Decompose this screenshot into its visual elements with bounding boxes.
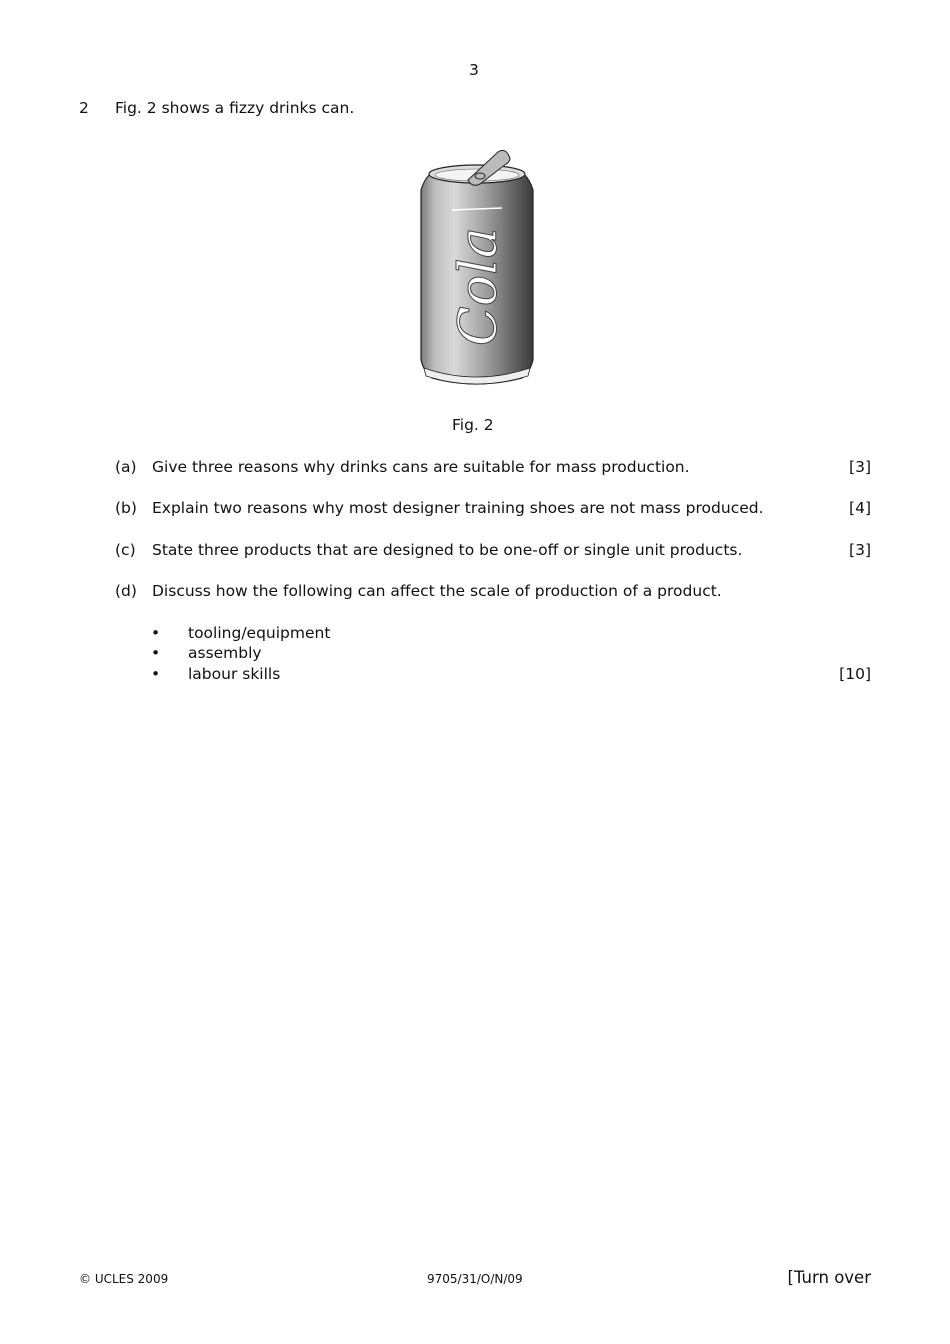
page-number: 3: [469, 61, 479, 79]
part-marks: [4]: [849, 499, 871, 517]
part-marks: [3]: [849, 541, 871, 559]
footer-paper-code: 9705/31/O/N/09: [427, 1272, 523, 1286]
footer-turn-over: [Turn over: [787, 1268, 871, 1287]
part-label: (a): [115, 458, 137, 476]
part-marks: [3]: [849, 458, 871, 476]
cola-logo: Cola: [449, 227, 509, 346]
bullet-icon: •: [151, 665, 161, 683]
part-label: (b): [115, 499, 137, 517]
drinks-can-figure: [418, 146, 536, 388]
bullet-icon: •: [151, 624, 161, 642]
bullet-icon: •: [151, 644, 161, 662]
bullet-item: tooling/equipment: [188, 624, 331, 642]
part-marks: [10]: [839, 665, 871, 683]
part-label: (c): [115, 541, 136, 559]
part-text: State three products that are designed to be one-off or single unit products.: [152, 541, 743, 559]
bullet-item: labour skills: [188, 665, 281, 683]
figure-caption: Fig. 2: [452, 416, 494, 434]
question-intro: Fig. 2 shows a fizzy drinks can.: [115, 99, 355, 117]
part-text: Give three reasons why drinks cans are suitable for mass production.: [152, 458, 690, 476]
bullet-item: assembly: [188, 644, 262, 662]
part-text: Discuss how the following can affect the scale of production of a product.: [152, 582, 722, 600]
question-number: 2: [79, 99, 89, 117]
part-text: Explain two reasons why most designer training shoes are not mass produced.: [152, 499, 764, 517]
footer-copyright: © UCLES 2009: [79, 1272, 169, 1286]
part-label: (d): [115, 582, 137, 600]
